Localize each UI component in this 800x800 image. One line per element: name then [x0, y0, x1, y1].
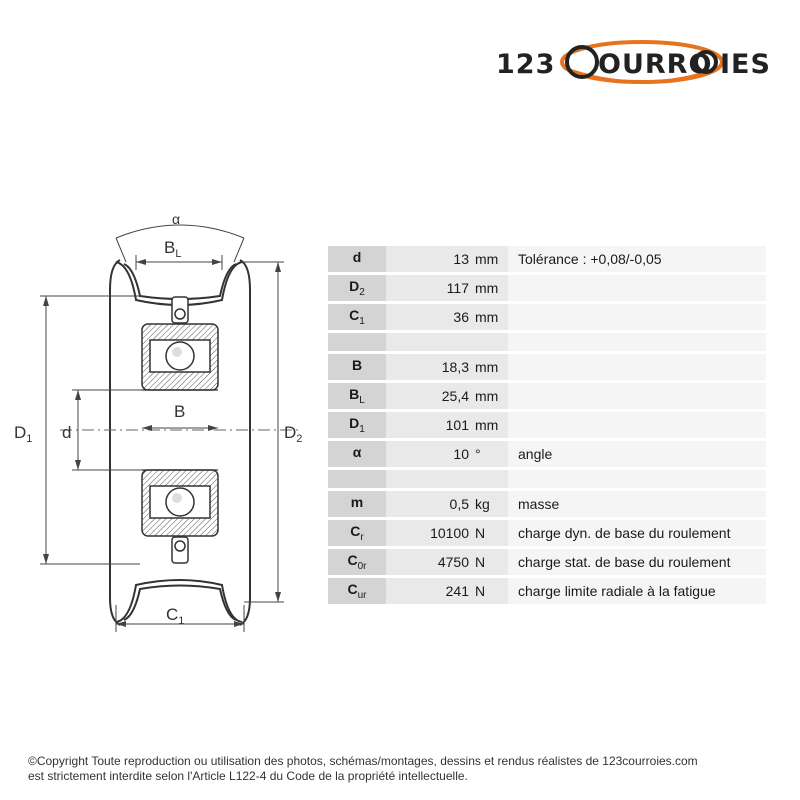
- spec-symbol: B: [328, 353, 386, 382]
- copyright-notice: [28, 754, 698, 784]
- spec-description: masse: [508, 490, 766, 519]
- bearing-top: [142, 324, 218, 390]
- spec-symbol: $B_L$: [328, 382, 386, 411]
- spec-value: 0,5 kg: [386, 490, 508, 519]
- label-bl-main: B: [164, 238, 176, 257]
- spec-description: Tolérance : +0,08/-0,05: [508, 246, 766, 274]
- spec-symbol: $C_1$: [328, 303, 386, 332]
- logo-text-left: 123: [496, 49, 556, 80]
- spec-row-b: [328, 353, 766, 382]
- label-c1-main: C: [166, 605, 179, 624]
- spec-description: [508, 411, 766, 440]
- spec-value: 101 mm: [386, 411, 508, 440]
- label-d1-sub: 1: [26, 433, 33, 445]
- spec-row-bl: [328, 382, 766, 411]
- spec-description: [508, 382, 766, 411]
- spec-description: [508, 274, 766, 303]
- specifications-table: [328, 246, 766, 607]
- label-d1-main: D: [14, 423, 27, 442]
- label-d2: [284, 423, 302, 445]
- spec-row-d1: [328, 411, 766, 440]
- spec-row-m: [328, 490, 766, 519]
- pulley-technical-drawing: [0, 200, 320, 640]
- copyright-line-2: est strictement interdite selon l'Article L122-4 du Code de la propriété intellectuelle.: [28, 769, 468, 783]
- label-d1: [14, 423, 32, 445]
- label-bl: [164, 238, 181, 260]
- label-d2-sub: 2: [296, 433, 303, 445]
- label-c1-sub: 1: [178, 615, 185, 627]
- spec-value: 36 mm: [386, 303, 508, 332]
- spec-row-cr: [328, 519, 766, 548]
- rivet-top: [172, 297, 188, 323]
- spec-row-c0r: [328, 548, 766, 577]
- spec-symbol: $D_2$: [328, 274, 386, 303]
- spec-symbol: α: [328, 440, 386, 469]
- label-bl-sub: L: [175, 248, 182, 260]
- copyright-line-1: ©Copyright Toute reproduction ou utilisation des photos, schémas/montages, dessins et rendus réalistes de 123courroies.com: [28, 754, 698, 768]
- logo-ring-text: OURRO: [598, 49, 713, 80]
- spec-description: charge stat. de base du roulement: [508, 548, 766, 577]
- spec-symbol: m: [328, 490, 386, 519]
- spec-symbol: $D_1$: [328, 411, 386, 440]
- spec-description: angle: [508, 440, 766, 469]
- dimension-lines: [40, 225, 284, 632]
- spec-row-d: [328, 246, 766, 274]
- spec-value: 25,4 mm: [386, 382, 508, 411]
- spec-row-c1: [328, 303, 766, 332]
- spec-description: charge limite radiale à la fatigue: [508, 577, 766, 606]
- label-d2-main: D: [284, 423, 297, 442]
- label-c1: [166, 605, 184, 627]
- spec-symbol: $C_{ur}$: [328, 577, 386, 606]
- spec-description: [508, 303, 766, 332]
- label-b: B: [174, 402, 186, 421]
- spec-value: 4750 N: [386, 548, 508, 577]
- spec-row-spacer: [328, 332, 766, 353]
- spec-row-spacer: [328, 469, 766, 490]
- bearing-bottom: [142, 470, 218, 536]
- brand-logo: [494, 38, 774, 88]
- label-alpha: α: [172, 211, 181, 227]
- dimension-arrows: [43, 259, 281, 627]
- spec-row-cur: [328, 577, 766, 606]
- spec-value: 13 mm: [386, 246, 508, 274]
- spec-row-d2: [328, 274, 766, 303]
- spec-value: 241 N: [386, 577, 508, 606]
- spec-value: 10 °: [386, 440, 508, 469]
- spec-row-alpha: [328, 440, 766, 469]
- rivet-bottom: [172, 537, 188, 563]
- label-d: d: [62, 423, 72, 442]
- spec-symbol: $C_{0r}$: [328, 548, 386, 577]
- logo-text-right: IES: [720, 49, 771, 80]
- spec-value: 18,3 mm: [386, 353, 508, 382]
- spec-value: 10100 N: [386, 519, 508, 548]
- spec-symbol: $C_r$: [328, 519, 386, 548]
- spec-symbol: d: [328, 246, 386, 274]
- spec-description: charge dyn. de base du roulement: [508, 519, 766, 548]
- spec-value: 117 mm: [386, 274, 508, 303]
- spec-description: [508, 353, 766, 382]
